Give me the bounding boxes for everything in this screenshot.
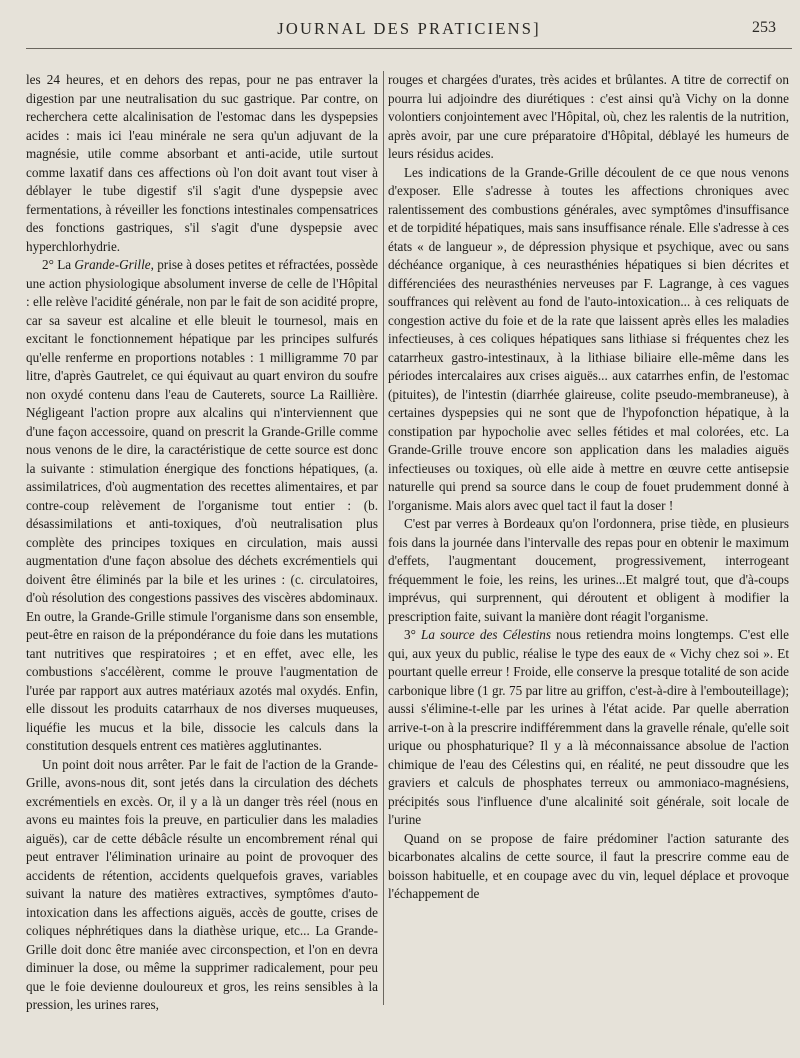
source-name: Grande-Grille bbox=[74, 257, 151, 272]
page-number: 253 bbox=[752, 19, 776, 36]
two-column-body bbox=[26, 71, 792, 1048]
right-column bbox=[388, 71, 789, 1048]
paragraph: Un point doit nous arrêter. Par le fait de l'action de la Grande-Grille, avons-nous dit, sont jetés dans la circulation des déchets excrémentiels en excès. Or, il y a là un danger très réel (nous en avons eu maintes fois la preuve, en particulier dans les maladies aiguës), car de cette débâcle résulte un encombrement rénal qui peut entraver l'élimination urinaire au point de provoquer des accidents de rétention, accidents quelquefois graves, variables suivant la nature des matières extractives, symptômes d'auto-intoxication dans les affections aiguës, accès de goutte, crises de coliques néphrétiques dans la diathèse urique, etc... La Grande-Grille doit donc être maniée avec circonspection, et l'on en devra diminuer la dose, ou même la supprimer radicalement, pour peu que le foie devienne douloureux et gros, les reins sensibles à la pression, les urines rares, bbox=[26, 756, 378, 1012]
source-name: La source des Célestins bbox=[421, 627, 551, 642]
section-number: 3° bbox=[404, 627, 416, 642]
paragraph bbox=[26, 256, 378, 756]
paragraph-text: , prise à doses petites et réfractées, possède une action physiologique absolument inverse de celle de l'Hôpital : elle relève l'acidité générale, non par le fait de son acidité propre, car sa saveur est alcaline et elle bleuit le tournesol, mais en excitant le fonctionnement hépatique par les principes sulfurés qu'elle renferme en proportions notables : 1 milligramme 70 par litre, d'après Gautrelet, ce qui équivaut au quart environ du soufre non oxydé contenu dans l'eau de Cauterets, source La Raillière. Négligeant l'action propre aux alcalins qui n'interviennent que d'une façon accessoire, quand on prescrit la Grande-Grille comme nous venons de le dire, la caractéristique de cette source est donc la suivante : stimulation énergique des fonctions hépatiques, (a. assimilatrices, d'où augmentation des recettes alimentaires, et par contre-coup relèvement de l'organisme tout entier : (b. désassimilations et anti-toxiques, d'où neutralisation plus complète des principes toxiques en circulation, mais aussi augmentation d'une façon absolue des déchets excrémentiels qui doivent être éliminés par la bile et les urines : (c. circulatoires, d'où résolution des congestions passives des viscères abdominaux. En outre, la Grande-Grille stimule l'organisme dans son ensemble, peut-être en raison de la prépondérance du foie dans les mutations tant nutritives que respiratoires ; et en effet, avec elle, les combustions s'accélèrent, comme le prouve l'augmentation de l'urée par rapport aux autres matériaux azotés mal oxydés. Enfin, elle dissout les produits catarrhaux de nos diverses muqueuses, liquéfie les mucus et la bile, dissocie les calculs dans la constitution desquels entrent ces matières agglutinantes. bbox=[26, 257, 378, 753]
header-rule bbox=[26, 48, 792, 49]
paragraph: Les indications de la Grande-Grille découlent de ce que nous venons d'exposer. Elle s'adresse à toutes les affections chroniques avec ralentissement des combustions générales, avec symptômes d'insuffisance et de torpidité hépatiques, mais sans insuffisance rénale. Elle s'adresse à ces états « de langueur », de dépression physique et psychique, avec ou sans déchéance organique, à ces neurasthénies hépatiques si bien décrites et différenciées des neurasthénies nerveuses par F. Lagrange, à ces vagues souffrances qui relèvent au fond de l'auto-intoxication... à ces reliquats de congestion active du foie et de la rate que laissent après elles les maladies infectieuses, à ces coliques hépatiques sans lithiase si fréquentes chez les catarrheux gastro-intestinaux, à la lithiase biliaire elle-même dans les périodes intercalaires aux crises aiguës... aux catarrhes enfin, de l'estomac (pituites), de l'intestin (diarrhée glaireuse, colite pseudo-membraneuse), à certaines dyspepsies qui ne sont que de l'hypofonction hépatique, à la constipation par hypocholie avec selles fétides et mal colorées, etc. La Grande-Grille trouve encore son application dans les maladies aiguës infectieuses ou toxiques, où elle aide à mettre en œuvre cette antisepsie naturelle qui prend sa source dans le coup de fouet prudemment donné à l'organisme. Mais alors avec quel tact il faut la doser ! bbox=[388, 164, 789, 513]
running-title: JOURNAL DES PRATICIENS] bbox=[277, 19, 541, 38]
paragraph: les 24 heures, et en dehors des repas, pour ne pas entraver la digestion par une neutralisation du suc gastrique. Par contre, on recherchera cette alcalinisation de l'estomac dans les dyspepsies acides : mais ici l'eau minérale ne sera qu'un adjuvant de la magnésie, utile comme absorbant et anti-acide, utile surtout comme laxatif dans ces affections où l'on doit avant tout viser à déblayer le tube digestif s'il s'agit d'une dyspepsie avec fermentations, à réveiller les fonctions intestinales compensatrices des fonctions gastriques, s'il s'agit d'une dyspepsie avec hyperchlorhydrie. bbox=[26, 72, 378, 254]
paragraph: Quand on se propose de faire prédominer l'action saturante des bicarbonates alcalins de cette source, il faut la prescrire comme eau de boisson habituelle, et en coupage avec du vin, lequel déplace et provoque l'échappement de bbox=[388, 830, 789, 901]
paragraph bbox=[388, 626, 789, 830]
paragraph: C'est par verres à Bordeaux qu'on l'ordonnera, prise tiède, en plusieurs fois dans la journée dans l'intervalle des repas pour en obtenir le maximum d'effets, l'augmentant doucement, progressivement, interrogeant fréquemment le foie, les reins, les urines...Et malgré tout, que d'à-coups imprévus, qui surprennent, qui déroutent et obligent à modifier la prescription faite, suivant la manière dont réagit l'organisme. bbox=[388, 516, 789, 624]
running-head bbox=[26, 0, 792, 52]
article-word: La bbox=[57, 257, 72, 272]
paragraph-text: nous retiendra moins longtemps. C'est elle qui, aux yeux du public, réalise le type des eaux de « Vichy chez soi ». Et pourtant quelle erreur ! Froide, elle conserve la presque totalité de son acide carbonique libre (1 gr. 75 par litre au griffon, c'est-à-dire à l'embouteillage); aussi s'élimine-t-elle par les urines à l'état acide. Par quelle aberration arrive-t-on à la prescrire indifféremment dans la gravelle rénale, qu'elle soit urique ou phosphaturique? Il y a là méconnaissance absolue de l'action chimique de l'eau des Célestins qui, en réalité, ne peut dissoudre que les graviers et calculs de phosphates terreux ou ammoniaco-magnésiens, précipités sous l'influence d'une alcalinité soit générale, soit locale de l'urine bbox=[388, 627, 789, 827]
column-divider bbox=[383, 71, 384, 1005]
section-number: 2° bbox=[42, 257, 54, 272]
paragraph: rouges et chargées d'urates, très acides et brûlantes. A titre de correctif on pourra lui adjoindre des diurétiques : c'est ainsi qu'à Vichy on la donne volontiers conjointement avec l'Hôpital, où, chez les ralentis de la nutrition, après avoir, par une cure préparatoire d'Hôpital, déblayé les humeurs de leurs résidus acides. bbox=[388, 72, 789, 161]
left-column bbox=[26, 71, 378, 1048]
